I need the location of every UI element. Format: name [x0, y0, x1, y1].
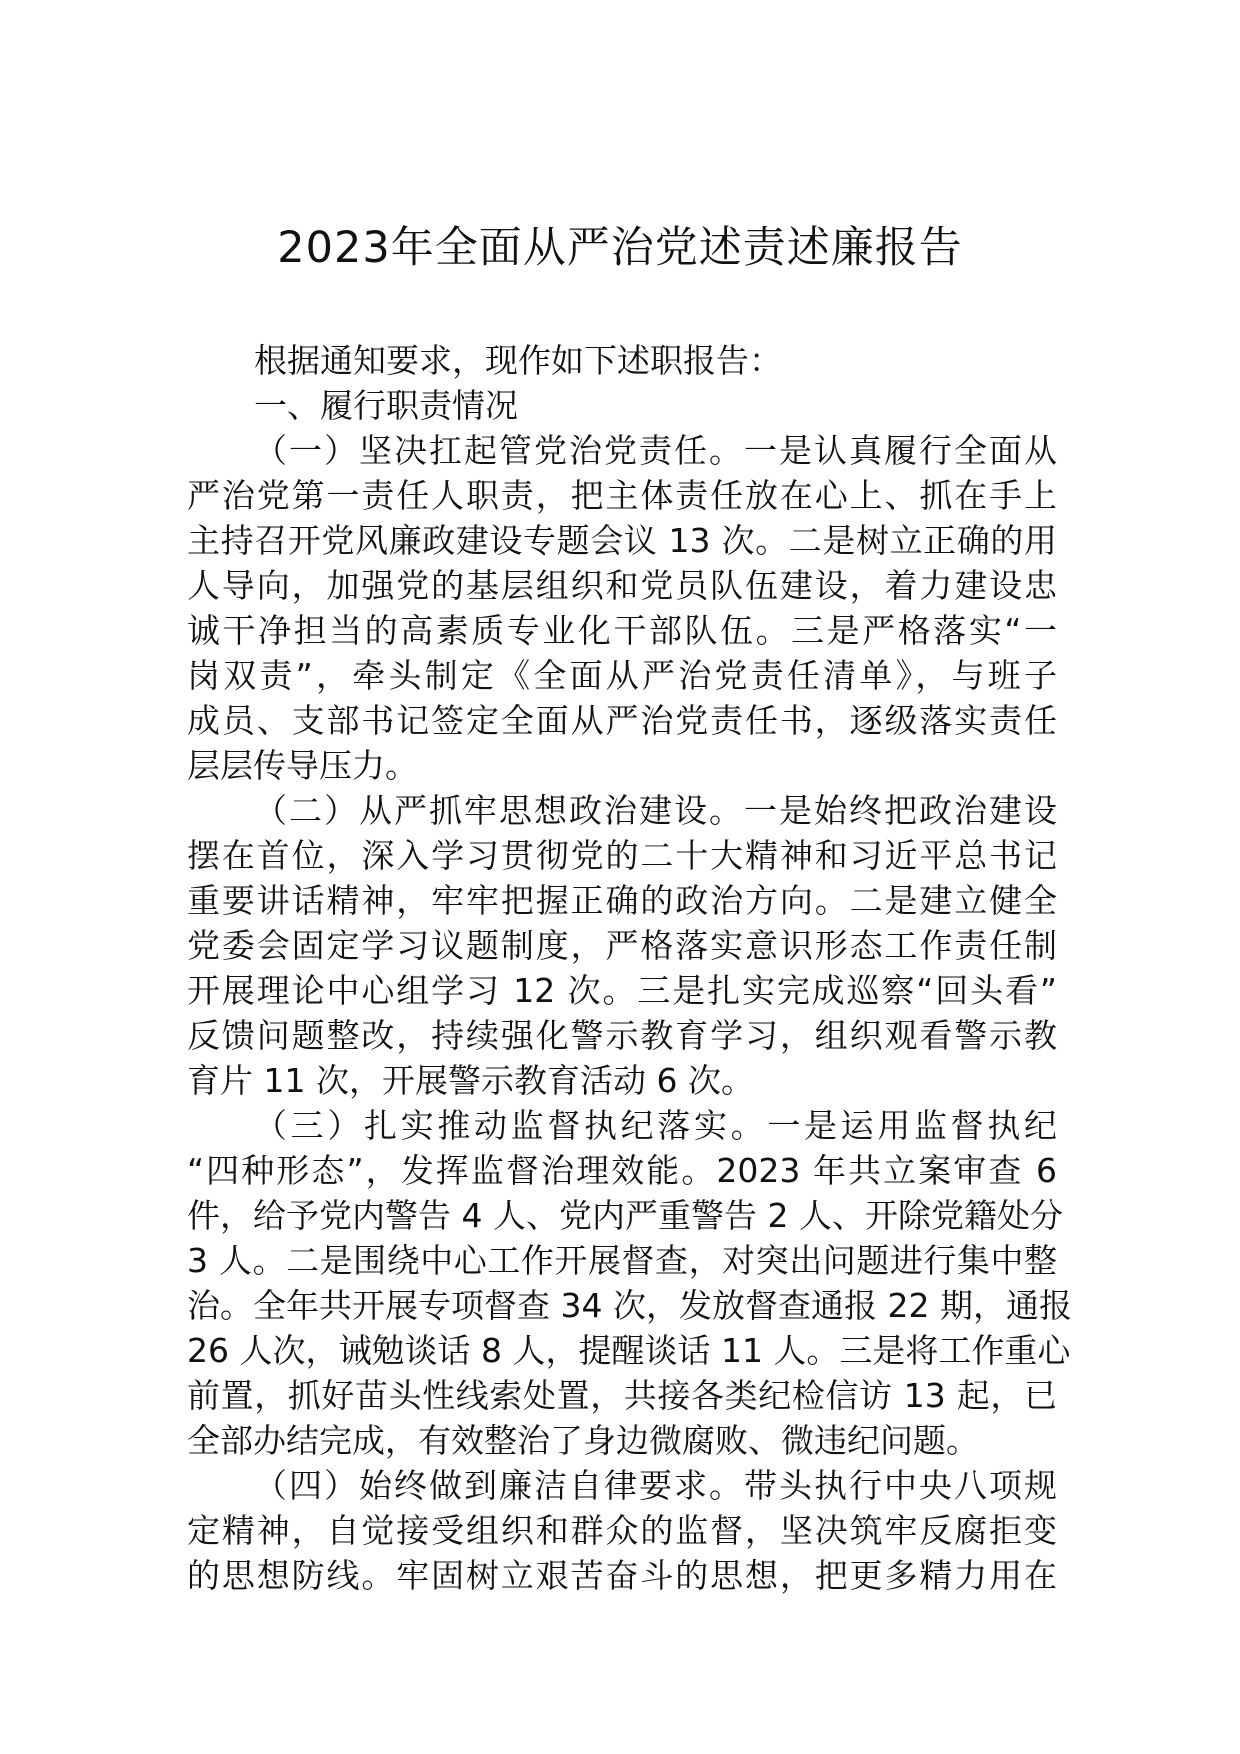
body-line-text: 开展理论中心组学习 12 次。三是扎实完成巡察“回头看” [187, 971, 1057, 1010]
body-line-text: 3 人。二是围绕中心工作开展督查，对突出问题进行集中整 [187, 1241, 1057, 1280]
body-line-text: 件，给予党内警告 4 人、党内严重警告 2 人、开除党籍处分 [187, 1196, 1063, 1235]
body-line [187, 338, 1057, 383]
body-line [187, 1148, 1057, 1193]
body-line [187, 923, 1057, 968]
body-line-text: 层层传导压力。 [187, 746, 418, 785]
body-line-text: （三）扎实推动监督执纪落实。一是运用监督执纪 [254, 1106, 1057, 1145]
body-line [187, 788, 1057, 833]
body-line-text: 反馈问题整改，持续强化警示教育学习，组织观看警示教 [187, 1016, 1057, 1055]
body-line [187, 1418, 1057, 1463]
body-line-text: 岗双责”，牵头制定《全面从严治党责任清单》，与班子 [187, 656, 1057, 695]
body-line-text: （四）始终做到廉洁自律要求。带头执行中央八项规 [254, 1466, 1057, 1505]
body-line-text: 根据通知要求，现作如下述职报告： [254, 341, 782, 380]
body-line [187, 833, 1057, 878]
body-line [187, 608, 1057, 653]
body-line [187, 428, 1057, 473]
body-line [187, 1103, 1057, 1148]
body-line [187, 1283, 1072, 1328]
body-line-text: 全部办结完成，有效整治了身边微腐败、微违纪问题。 [187, 1421, 979, 1460]
body-line-text: “四种形态”，发挥监督治理效能。2023 年共立案审查 6 [187, 1151, 1057, 1190]
body-line [187, 1328, 1071, 1373]
body-line [187, 473, 1057, 518]
body-line-text: 党委会固定学习议题制度，严格落实意识形态工作责任制 [187, 926, 1057, 965]
body-line-text: 治。全年共开展专项督查 34 次，发放督查通报 22 期，通报 [187, 1286, 1072, 1325]
body-line [187, 653, 1057, 698]
body-line-text: 26 人次，诫勉谈话 8 人，提醒谈话 11 人。三是将工作重心 [187, 1331, 1071, 1370]
body-line [187, 1058, 1057, 1103]
body-line-text: 重要讲话精神，牢牢把握正确的政治方向。二是建立健全 [187, 881, 1057, 920]
body-line [187, 968, 1057, 1013]
body-line [187, 383, 1057, 428]
body-line [187, 1193, 1063, 1238]
body-line-text: 严治党第一责任人职责，把主体责任放在心上、抓在手上 [187, 476, 1057, 515]
body-line [187, 1463, 1057, 1508]
body-line-text: （一）坚决扛起管党治党责任。一是认真履行全面从 [254, 431, 1057, 470]
document-title: 2023年全面从严治党述责述廉报告 [277, 223, 963, 273]
body-line [187, 518, 1057, 563]
body-line-text: 摆在首位，深入学习贯彻党的二十大精神和习近平总书记 [187, 836, 1057, 875]
body-line [187, 698, 1057, 743]
body-line [187, 563, 1057, 608]
body-line [187, 1373, 1057, 1418]
body-line [187, 1508, 1057, 1553]
body-line [187, 1553, 1057, 1598]
body-line-text: 诚干净担当的高素质专业化干部队伍。三是严格落实“一 [187, 611, 1057, 650]
body-line-text: 成员、支部书记签定全面从严治党责任书，逐级落实责任 [187, 701, 1057, 740]
body-line [187, 1013, 1057, 1058]
body-line-text: 人导向，加强党的基层组织和党员队伍建设，着力建设忠 [187, 566, 1057, 605]
body-line-text: 主持召开党风廉政建设专题会议 13 次。二是树立正确的用 [187, 521, 1057, 560]
body-line-text: 前置，抓好苗头性线索处置，共接各类纪检信访 13 起，已 [187, 1376, 1057, 1415]
body-line-text: （二）从严抓牢思想政治建设。一是始终把政治建设 [254, 791, 1057, 830]
body-line-text: 的思想防线。牢固树立艰苦奋斗的思想，把更多精力用在 [187, 1556, 1057, 1595]
body-line-text: 定精神，自觉接受组织和群众的监督，坚决筑牢反腐拒变 [187, 1511, 1057, 1550]
body-line [187, 1238, 1057, 1283]
body-line [187, 878, 1057, 923]
body-line [187, 743, 1057, 788]
body-line-text: 育片 11 次，开展警示教育活动 6 次。 [187, 1061, 754, 1100]
body-line-text: 一、履行职责情况 [254, 386, 518, 425]
document-body [187, 338, 1072, 1598]
